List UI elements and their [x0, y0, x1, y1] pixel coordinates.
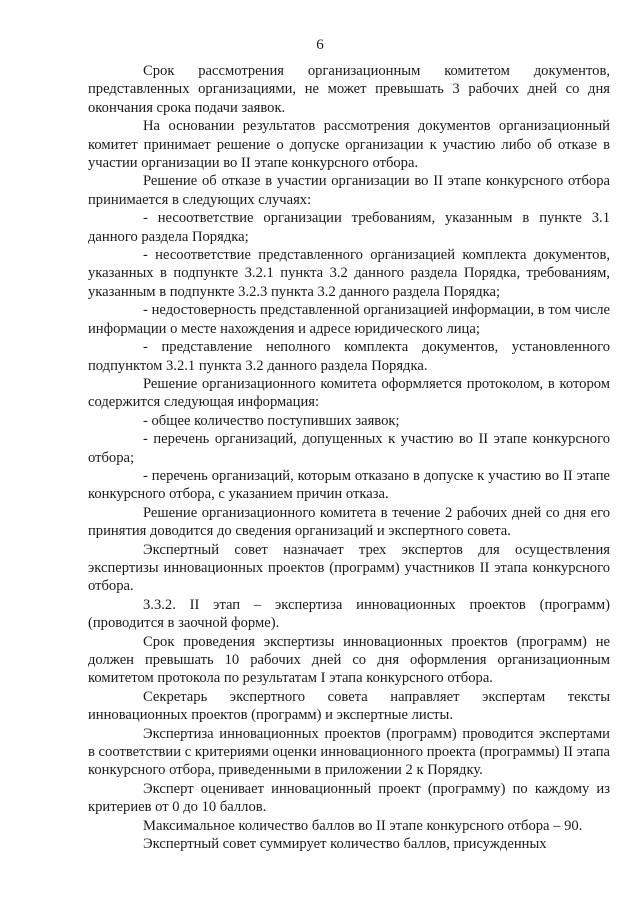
- document-body: [88, 62, 610, 853]
- list-item: - перечень организаций, которым отказано в допуске к участию во II этапе конкурсного отбора, с указанием причин отказа.: [88, 467, 610, 503]
- list-item: - представление неполного комплекта документов, установленного подпунктом 3.2.1 пункта 3.2 данного раздела Порядка.: [88, 339, 610, 374]
- paragraph: Секретарь экспертного совета направляет экспертам тексты инновационных проектов (программ) и экспертные листы.: [88, 688, 610, 724]
- paragraph: Срок рассмотрения организационным комитетом документов, представленных организациями, не может превышать 3 рабочих дней со дня окончания срока подачи заявок.: [88, 63, 610, 116]
- paragraph: Экспертный совет суммирует количество баллов, присужденных: [143, 836, 547, 853]
- list-item: - недостоверность представленной организацией информации, в том числе информации о месте нахождения и адресе юридического лица;: [88, 302, 610, 337]
- paragraph: Экспертный совет назначает трех экспертов для осуществления экспертизы инновационных проектов (программ) участников II этапа конкурсного отбора.: [88, 541, 610, 595]
- section-heading: 3.3.2. II этап – экспертиза инновационных проектов (программ) (проводится в заочной форме).: [88, 596, 610, 632]
- paragraph: Максимальное количество баллов во II этапе конкурсного отбора – 90.: [143, 817, 583, 834]
- paragraph: На основании результатов рассмотрения документов организационный комитет принимает решение о допуске организации к участию либо об отказе в участии организации во II этапе конкурсного отбора.: [88, 118, 610, 172]
- list-item: - несоответствие представленного организацией комплекта документов, указанных в подпункте 3.2.1 пункта 3.2 данного раздела Порядка, требованиям, указанным в подпункте 3.2.3 пункта 3.2 данного раздела Порядка;: [88, 247, 610, 300]
- paragraph: Решение об отказе в участии организации во II этапе конкурсного отбора принимается в следующих случаях:: [88, 173, 610, 208]
- paragraph: Эксперт оценивает инновационный проект (программу) по каждому из критериев от 0 до 10 баллов.: [88, 780, 610, 816]
- list-item: - общее количество поступивших заявок;: [143, 412, 400, 429]
- list-item: - перечень организаций, допущенных к участию во II этапе конкурсного отбора;: [88, 431, 610, 466]
- paragraph: Экспертиза инновационных проектов (программ) проводится экспертами в соответствии с критериями оценки инновационного проекта (программы) II этапа конкурсного отбора, приведенными в приложении 2 к Порядку.: [88, 725, 610, 779]
- list-item: - несоответствие организации требованиям, указанным в пункте 3.1 данного раздела Порядка;: [88, 210, 610, 245]
- paragraph: Срок проведения экспертизы инновационных проектов (программ) не должен превышать 10 рабочих дней со дня оформления организационным комитетом протокола по результатам I этапа конкурсного отбора.: [88, 633, 610, 687]
- paragraph: Решение организационного комитета в течение 2 рабочих дней со дня его принятия доводится до сведения организаций и экспертного совета.: [88, 504, 610, 540]
- page-number: 6: [316, 37, 324, 53]
- paragraph: Решение организационного комитета оформляется протоколом, в котором содержится следующая информация:: [88, 375, 610, 411]
